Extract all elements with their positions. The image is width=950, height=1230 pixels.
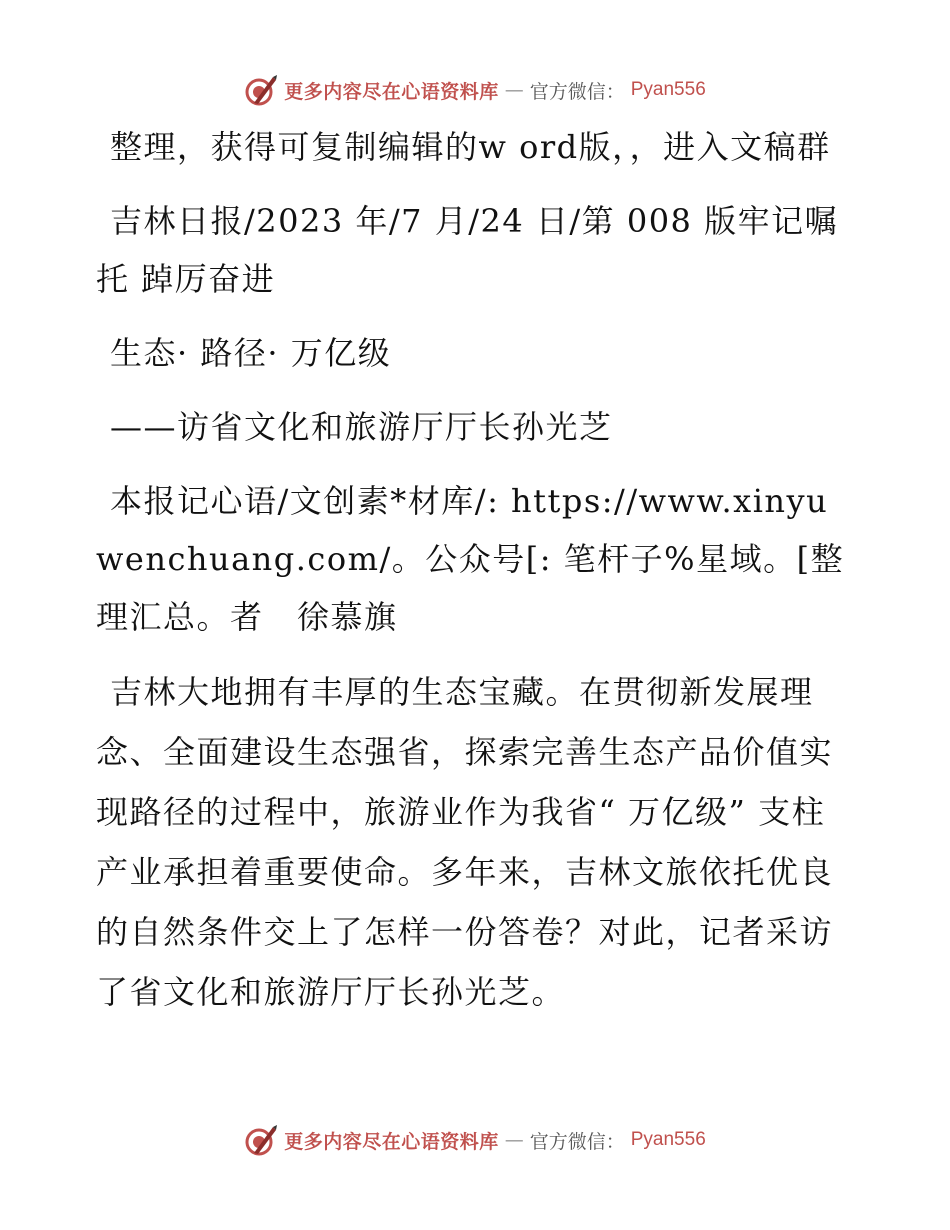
watermark-dash: — [504,1129,524,1151]
pen-logo-icon [244,1123,278,1157]
paragraph-intro: 整理，获得可复制编辑的w ord版，，进入文稿群 [110,128,831,166]
watermark-wechat-label: 官方微信： [529,80,625,103]
article-subtitle: ——访省文化和旅游厅厅长孙光芝 [110,408,613,446]
pen-logo-icon [244,73,278,107]
footer-watermark [0,1120,950,1160]
watermark-dash: — [504,79,524,101]
paragraph-source: 吉林日报/2023 年/7 月/24 日/第 008 版牢记嘱托 踔厉奋进 [96,202,839,298]
document-body [96,118,856,1038]
watermark-text: 更多内容尽在心语资料库 [284,80,499,103]
watermark-wechat-id: Pyan556 [630,79,706,100]
watermark-text: 更多内容尽在心语资料库 [284,1130,499,1153]
article-title: 生态· 路径· 万亿级 [110,334,392,372]
watermark-wechat-label: 官方微信： [529,1130,625,1153]
paragraph-byline: 本报记心语/文创素*材库/: https://www.xinyuwenchuang.com/。公众号[: 笔杆子%星域。[整理汇总。者 徐慕旗 [96,482,845,636]
header-watermark [0,70,950,110]
paragraph-body: 吉林大地拥有丰厚的生态宝藏。在贯彻新发展理念、全面建设生态强省，探索完善生态产品价值实现路径的过程中，旅游业作为我省“ 万亿级” 支柱产业承担着重要使命。多年来，吉林文旅依托优良的自然条件交上了怎样一份答卷？对此，记者采访了省文化和旅游厅厅长孙光芝。 [96,673,834,1011]
watermark-wechat-id: Pyan556 [630,1129,706,1150]
